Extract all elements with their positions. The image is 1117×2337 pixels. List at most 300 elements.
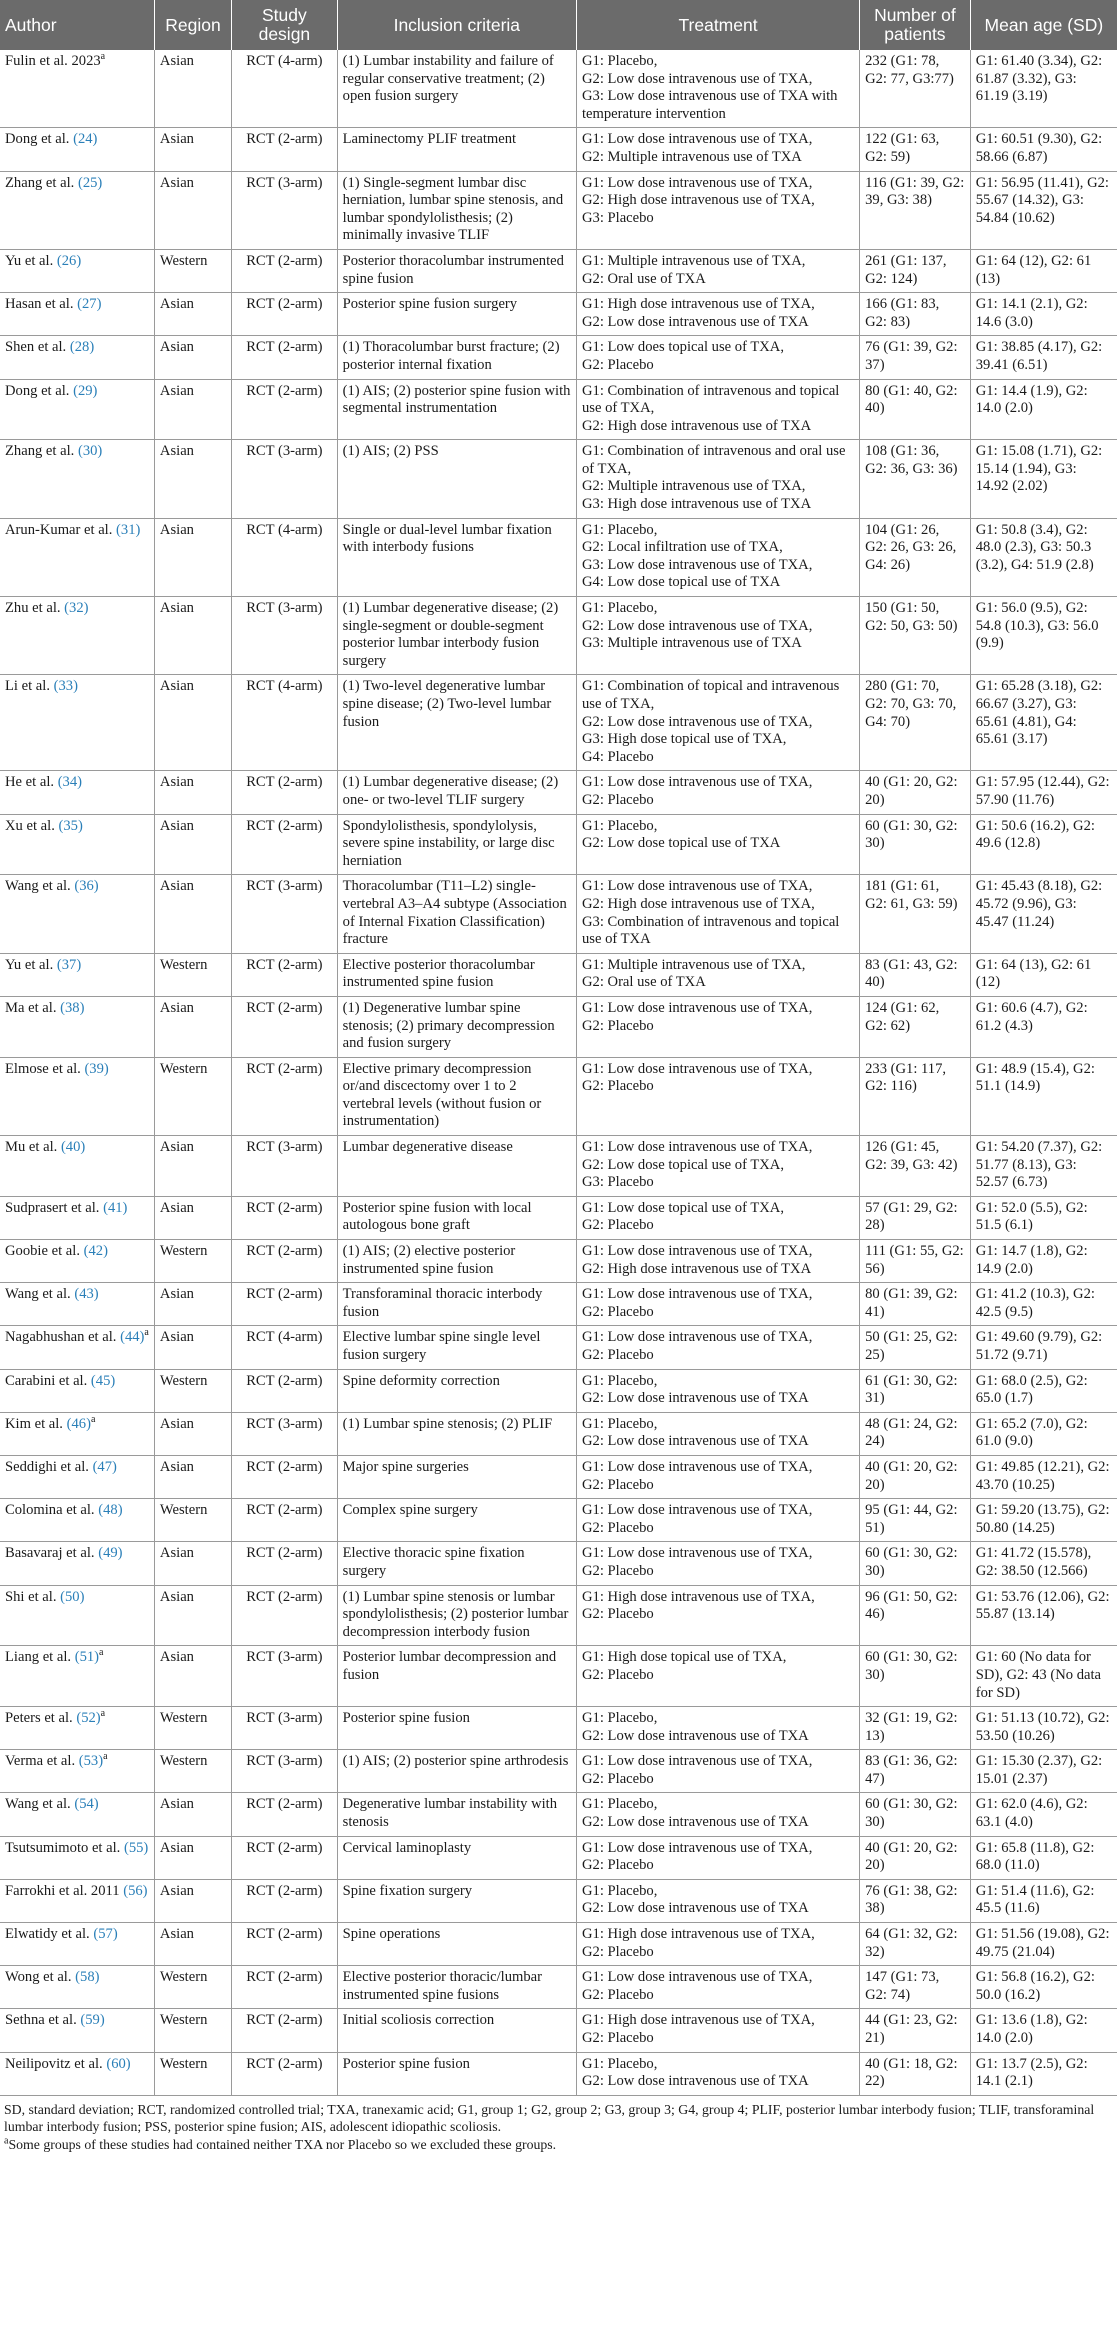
region-cell: Asian — [154, 1196, 231, 1239]
treatment-group: G1: Low dose intravenous use of TXA, — [581, 1502, 813, 1519]
study-design-cell: RCT (4-arm) — [232, 518, 338, 596]
inclusion-criteria-cell: Posterior lumbar decompression and fusion — [337, 1646, 576, 1707]
region-cell: Asian — [154, 1585, 231, 1646]
patients-cell: 104 (G1: 26, G2: 26, G3: 26, G4: 26) — [860, 518, 971, 596]
inclusion-criteria-cell: Posterior spine fusion — [337, 1707, 576, 1750]
study-design-cell: RCT (2-arm) — [232, 2009, 338, 2052]
author-name: Colomina et al. — [5, 1502, 99, 1519]
footnote-marker: a — [100, 51, 106, 63]
mean-age-cell: G1: 56.95 (11.41), G2: 55.67 (14.32), G3: 54.84 (10.62) — [970, 171, 1117, 249]
treatment-cell — [576, 293, 859, 336]
treatment-cell — [576, 379, 859, 440]
treatment-group: G2: Low dose intravenous use of TXA, — [581, 70, 813, 87]
author-cell — [0, 249, 154, 292]
treatment-cell — [576, 1750, 859, 1793]
treatment-group: G3: Combination of intravenous and topical use of TXA — [581, 913, 840, 948]
study-design-cell: RCT (2-arm) — [232, 1196, 338, 1239]
table-row — [0, 1369, 1117, 1412]
reference-link[interactable]: (43) — [74, 1286, 99, 1303]
table-row — [0, 996, 1117, 1057]
reference-link[interactable]: (42) — [83, 1243, 108, 1260]
patients-cell: 111 (G1: 55, G2: 56) — [860, 1240, 971, 1283]
author-name: Shen et al. — [5, 339, 70, 356]
mean-age-cell: G1: 56.0 (9.5), G2: 54.8 (10.3), G3: 56.0 (9.9) — [970, 597, 1117, 675]
reference-link[interactable]: (31) — [116, 521, 141, 538]
treatment-cell — [576, 1326, 859, 1369]
table-row — [0, 249, 1117, 292]
treatment-group: G2: Placebo — [581, 356, 654, 373]
treatment-group: G1: Combination of intravenous and topical use of TXA, — [581, 382, 840, 417]
treatment-group: G2: High dose intravenous use of TXA, — [581, 895, 815, 912]
table-row — [0, 518, 1117, 596]
author-cell — [0, 1750, 154, 1793]
region-cell: Asian — [154, 50, 231, 128]
reference-link[interactable]: (59) — [80, 2012, 105, 2029]
treatment-group: G4: Placebo — [581, 748, 654, 765]
author-name: He et al. — [5, 774, 58, 791]
treatment-group: G1: Low dose topical use of TXA, — [581, 1199, 784, 1216]
author-name: Dong et al. — [5, 131, 74, 148]
region-cell: Asian — [154, 1283, 231, 1326]
reference-link[interactable]: (28) — [69, 339, 95, 356]
region-cell: Asian — [154, 518, 231, 596]
author-name: Sudprasert et al. — [5, 1199, 104, 1216]
reference-link[interactable]: (30) — [77, 443, 103, 460]
treatment-cell — [576, 996, 859, 1057]
table-row — [0, 1455, 1117, 1498]
mean-age-cell: G1: 57.95 (12.44), G2: 57.90 (11.76) — [970, 771, 1117, 814]
mean-age-cell: G1: 56.8 (16.2), G2: 50.0 (16.2) — [970, 1966, 1117, 2009]
author-cell — [0, 1836, 154, 1879]
table-row — [0, 293, 1117, 336]
author-name: Wang et al. — [5, 1796, 75, 1813]
reference-link[interactable]: (29) — [73, 382, 98, 399]
table-row — [0, 1836, 1117, 1879]
study-design-cell: RCT (2-arm) — [232, 1879, 338, 1922]
inclusion-criteria-cell: (1) AIS; (2) posterior spine fusion with segmental instrumentation — [337, 379, 576, 440]
patients-cell: 40 (G1: 20, G2: 20) — [860, 1455, 971, 1498]
author-cell — [0, 1196, 154, 1239]
author-cell — [0, 771, 154, 814]
exclusion-note — [4, 2136, 1113, 2154]
mean-age-cell: G1: 49.60 (9.79), G2: 51.72 (9.71) — [970, 1326, 1117, 1369]
reference-link[interactable]: (49) — [98, 1545, 123, 1562]
author-name: Wong et al. — [5, 1969, 76, 1986]
author-name: Zhang et al. — [5, 174, 78, 191]
author-name: Zhang et al. — [5, 443, 78, 460]
reference-link[interactable]: (41) — [103, 1199, 128, 1216]
treatment-group: G1: Low dose intravenous use of TXA, — [581, 1458, 813, 1475]
treatment-group: G2: Low dose intravenous use of TXA — [581, 1433, 809, 1450]
mean-age-cell: G1: 60 (No data for SD), G2: 43 (No data for SD) — [970, 1646, 1117, 1707]
region-cell: Asian — [154, 1836, 231, 1879]
table-row — [0, 1585, 1117, 1646]
inclusion-criteria-cell: Elective lumbar spine single level fusion surgery — [337, 1326, 576, 1369]
footnote-marker: a — [90, 1413, 96, 1425]
treatment-group: G2: Low dose intravenous use of TXA — [581, 2073, 809, 2090]
reference-link[interactable]: (54) — [74, 1796, 99, 1813]
treatment-cell — [576, 771, 859, 814]
reference-link[interactable]: (33) — [53, 678, 78, 695]
reference-link[interactable]: (52) — [76, 1710, 101, 1727]
reference-link[interactable]: (53) — [78, 1753, 104, 1770]
mean-age-cell: G1: 15.30 (2.37), G2: 15.01 (2.37) — [970, 1750, 1117, 1793]
reference-link[interactable]: (37) — [56, 956, 82, 973]
patients-cell: 280 (G1: 70, G2: 70, G3: 70, G4: 70) — [860, 675, 971, 771]
patients-cell: 83 (G1: 36, G2: 47) — [860, 1750, 971, 1793]
mean-age-cell: G1: 41.72 (15.578), G2: 38.50 (12.566) — [970, 1542, 1117, 1585]
author-name: Nagabhushan et al. — [5, 1329, 121, 1346]
author-name: Liang et al. — [5, 1649, 75, 1666]
treatment-group: G1: Combination of intravenous and oral use of TXA, — [581, 443, 846, 477]
treatment-group: G1: High dose intravenous use of TXA, — [581, 296, 815, 313]
author-name: Li et al. — [5, 678, 54, 695]
inclusion-criteria-cell: Spine operations — [337, 1923, 576, 1966]
author-cell — [0, 2052, 154, 2095]
study-design-cell: RCT (2-arm) — [232, 1585, 338, 1646]
author-name: Fulin et al. 2023 — [5, 53, 101, 69]
patients-cell: 60 (G1: 30, G2: 30) — [860, 1646, 971, 1707]
author-name: Yu et al. — [5, 956, 57, 973]
inclusion-criteria-cell: Elective posterior thoracic/lumbar instrumented spine fusions — [337, 1966, 576, 2009]
treatment-cell — [576, 953, 859, 996]
reference-link[interactable]: (45) — [90, 1372, 116, 1389]
author-name: Dong et al. — [5, 382, 74, 399]
author-cell — [0, 1646, 154, 1707]
study-design-cell: RCT (2-arm) — [232, 249, 338, 292]
table-row — [0, 440, 1117, 518]
treatment-group: G2: Placebo — [581, 1217, 654, 1234]
reference-link[interactable]: (40) — [60, 1139, 86, 1156]
mean-age-cell: G1: 60.51 (9.30), G2: 58.66 (6.87) — [970, 128, 1117, 171]
patients-cell: 233 (G1: 117, G2: 116) — [860, 1057, 971, 1135]
inclusion-criteria-cell: (1) Two-level degenerative lumbar spine disease; (2) Two-level lumbar fusion — [337, 675, 576, 771]
study-design-cell: RCT (3-arm) — [232, 440, 338, 518]
treatment-group: G2: Low dose intravenous use of TXA — [581, 1727, 809, 1744]
region-cell: Asian — [154, 875, 231, 953]
patients-cell: 150 (G1: 50, G2: 50, G3: 50) — [860, 597, 971, 675]
inclusion-criteria-cell: (1) Single-segment lumbar disc herniation, lumbar spine stenosis, and lumbar spondylolisthesis; (2) minimally invasive TLIF — [337, 171, 576, 249]
patients-cell: 116 (G1: 39, G2: 39, G3: 38) — [860, 171, 971, 249]
reference-link[interactable]: (55) — [123, 1839, 149, 1856]
reference-link[interactable]: (48) — [98, 1502, 123, 1519]
patients-cell: 76 (G1: 38, G2: 38) — [860, 1879, 971, 1922]
inclusion-criteria-cell: Elective primary decompression or/and discectomy over 1 to 2 vertebral levels (without fusion or instrumentation) — [337, 1057, 576, 1135]
mean-age-cell: G1: 51.4 (11.6), G2: 45.5 (11.6) — [970, 1879, 1117, 1922]
treatment-group: G3: Placebo — [581, 1174, 654, 1191]
treatment-cell — [576, 875, 859, 953]
study-design-cell: RCT (2-arm) — [232, 2052, 338, 2095]
patients-cell: 40 (G1: 20, G2: 20) — [860, 1836, 971, 1879]
author-name: Arun-Kumar et al. — [5, 521, 117, 538]
author-cell — [0, 171, 154, 249]
patients-cell: 83 (G1: 43, G2: 40) — [860, 953, 971, 996]
inclusion-criteria-cell: Posterior thoracolumbar instrumented spine fusion — [337, 249, 576, 292]
treatment-group: G2: Multiple intravenous use of TXA, — [581, 478, 806, 495]
author-cell — [0, 1283, 154, 1326]
region-cell: Western — [154, 249, 231, 292]
author-name: Farrokhi et al. 2011 — [5, 1882, 124, 1899]
mean-age-cell: G1: 68.0 (2.5), G2: 65.0 (1.7) — [970, 1369, 1117, 1412]
mean-age-cell: G1: 38.85 (4.17), G2: 39.41 (6.51) — [970, 336, 1117, 379]
author-name: Zhu et al. — [5, 600, 65, 617]
study-design-cell: RCT (2-arm) — [232, 293, 338, 336]
study-design-cell: RCT (2-arm) — [232, 1836, 338, 1879]
header-inclusion-criteria: Inclusion criteria — [337, 0, 576, 50]
author-cell — [0, 1499, 154, 1542]
mean-age-cell: G1: 62.0 (4.6), G2: 63.1 (4.0) — [970, 1793, 1117, 1836]
treatment-cell — [576, 1240, 859, 1283]
treatment-group: G2: Low dose intravenous use of TXA — [581, 1900, 809, 1917]
author-cell — [0, 2009, 154, 2052]
inclusion-criteria-cell: (1) Lumbar instability and failure of regular conservative treatment; (2) open fusion surgery — [337, 50, 576, 128]
author-cell — [0, 1542, 154, 1585]
mean-age-cell: G1: 51.56 (19.08), G2: 49.75 (21.04) — [970, 1923, 1117, 1966]
treatment-group: G1: Multiple intravenous use of TXA, — [581, 252, 806, 269]
mean-age-cell: G1: 59.20 (13.75), G2: 50.80 (14.25) — [970, 1499, 1117, 1542]
treatment-cell — [576, 1542, 859, 1585]
reference-link[interactable]: (51) — [74, 1649, 100, 1666]
author-cell — [0, 440, 154, 518]
study-design-cell: RCT (2-arm) — [232, 1369, 338, 1412]
study-design-cell: RCT (2-arm) — [232, 1455, 338, 1498]
treatment-cell — [576, 249, 859, 292]
treatment-cell — [576, 1283, 859, 1326]
patients-cell: 64 (G1: 32, G2: 32) — [860, 1923, 971, 1966]
reference-link[interactable]: (47) — [92, 1458, 117, 1475]
patients-cell: 60 (G1: 30, G2: 30) — [860, 1542, 971, 1585]
treatment-cell — [576, 1793, 859, 1836]
author-name: Tsutsumimoto et al. — [5, 1839, 124, 1856]
treatment-group: G1: Multiple intravenous use of TXA, — [581, 956, 806, 973]
treatment-group: G2: Placebo — [581, 2030, 654, 2046]
study-design-cell: RCT (4-arm) — [232, 675, 338, 771]
study-design-cell: RCT (3-arm) — [232, 1707, 338, 1750]
reference-link[interactable]: (56) — [123, 1882, 148, 1899]
study-design-cell: RCT (4-arm) — [232, 50, 338, 128]
study-design-cell: RCT (2-arm) — [232, 1542, 338, 1585]
study-design-cell: RCT (2-arm) — [232, 771, 338, 814]
reference-link[interactable]: (35) — [58, 817, 83, 834]
header-number-of-patients: Number of patients — [860, 0, 971, 50]
treatment-group: G1: Placebo, — [581, 1882, 658, 1899]
treatment-group: G2: High dose intravenous use of TXA — [581, 1260, 812, 1277]
treatment-group: G1: Placebo, — [581, 817, 658, 834]
region-cell: Western — [154, 1750, 231, 1793]
table-row — [0, 1136, 1117, 1197]
region-cell: Western — [154, 1240, 231, 1283]
patients-cell: 48 (G1: 24, G2: 24) — [860, 1412, 971, 1455]
author-name: Shi et al. — [5, 1588, 61, 1605]
study-design-cell: RCT (3-arm) — [232, 1412, 338, 1455]
region-cell: Western — [154, 1369, 231, 1412]
table-row — [0, 1923, 1117, 1966]
author-cell — [0, 128, 154, 171]
reference-link[interactable]: (26) — [56, 252, 82, 269]
table-row — [0, 875, 1117, 953]
treatment-cell — [576, 1836, 859, 1879]
reference-link[interactable]: (36) — [74, 878, 99, 895]
patients-cell: 76 (G1: 39, G2: 37) — [860, 336, 971, 379]
author-cell — [0, 875, 154, 953]
treatment-cell — [576, 128, 859, 171]
treatment-group: G2: Low dose intravenous use of TXA, — [581, 713, 813, 730]
reference-link[interactable]: (60) — [106, 2055, 131, 2072]
reference-link[interactable]: (57) — [93, 1926, 118, 1943]
table-row — [0, 675, 1117, 771]
study-design-cell: RCT (3-arm) — [232, 1646, 338, 1707]
region-cell: Asian — [154, 128, 231, 171]
treatment-cell — [576, 814, 859, 875]
treatment-group: G1: High dose intravenous use of TXA, — [581, 1588, 815, 1605]
treatment-group: G2: Local infiltration use of TXA, — [581, 539, 783, 556]
region-cell: Asian — [154, 771, 231, 814]
region-cell: Western — [154, 2009, 231, 2052]
reference-link[interactable]: (34) — [57, 774, 83, 791]
region-cell: Western — [154, 2052, 231, 2095]
treatment-group: G2: High dose intravenous use of TXA, — [581, 192, 815, 209]
treatment-group: G1: Low dose intravenous use of TXA, — [581, 131, 813, 148]
table-row — [0, 1196, 1117, 1239]
inclusion-criteria-cell: Posterior spine fusion surgery — [337, 293, 576, 336]
region-cell: Western — [154, 1966, 231, 2009]
reference-link[interactable]: (46) — [66, 1415, 91, 1432]
abbreviations-note: SD, standard deviation; RCT, randomized controlled trial; TXA, tranexamic acid; G1, group 1; G2, group 2; G3, group 3; G4, group 4; PLIF, posterior lumbar interbody fusion; TLIF, transforaminal lumbar interbody fusion; PSS, posterior spine fusion; AIS, adolescent idiopathic scoliosis. — [4, 2101, 1095, 2135]
table-row — [0, 128, 1117, 171]
treatment-group: G1: Low dose intravenous use of TXA, — [581, 1286, 813, 1303]
treatment-group: G2: Oral use of TXA — [581, 270, 706, 287]
patients-cell: 80 (G1: 39, G2: 41) — [860, 1283, 971, 1326]
table-header-row — [0, 0, 1117, 50]
reference-link[interactable]: (38) — [60, 999, 85, 1016]
study-design-cell: RCT (2-arm) — [232, 128, 338, 171]
patients-cell: 50 (G1: 25, G2: 25) — [860, 1326, 971, 1369]
treatment-cell — [576, 1455, 859, 1498]
footnote-marker: a — [99, 1647, 104, 1659]
table-row — [0, 171, 1117, 249]
reference-link[interactable]: (32) — [64, 600, 89, 617]
inclusion-criteria-cell: Spine fixation surgery — [337, 1879, 576, 1922]
treatment-group: G1: Low dose intravenous use of TXA, — [581, 999, 813, 1016]
mean-age-cell: G1: 14.4 (1.9), G2: 14.0 (2.0) — [970, 379, 1117, 440]
treatment-group: G2: High dose intravenous use of TXA — [581, 417, 812, 434]
author-cell — [0, 1793, 154, 1836]
region-cell: Asian — [154, 1455, 231, 1498]
inclusion-criteria-cell: (1) Thoracolumbar burst fracture; (2) posterior internal fixation — [337, 336, 576, 379]
region-cell: Western — [154, 1499, 231, 1542]
author-cell — [0, 1412, 154, 1455]
author-cell — [0, 50, 154, 128]
treatment-cell — [576, 2009, 859, 2052]
study-design-cell: RCT (2-arm) — [232, 336, 338, 379]
author-cell — [0, 675, 154, 771]
mean-age-cell: G1: 64 (12), G2: 61 (13) — [970, 249, 1117, 292]
treatment-group: G3: Low dose intravenous use of TXA with temperature intervention — [581, 88, 838, 122]
author-name: Seddighi et al. — [5, 1458, 93, 1475]
reference-link[interactable]: (58) — [75, 1969, 100, 1986]
patients-cell: 95 (G1: 44, G2: 51) — [860, 1499, 971, 1542]
author-cell — [0, 1707, 154, 1750]
region-cell: Asian — [154, 293, 231, 336]
treatment-group: G1: Low dose intravenous use of TXA, — [581, 174, 813, 191]
mean-age-cell: G1: 54.20 (7.37), G2: 51.77 (8.13), G3: 52.57 (6.73) — [970, 1136, 1117, 1197]
study-design-cell: RCT (2-arm) — [232, 1923, 338, 1966]
region-cell: Western — [154, 953, 231, 996]
treatment-group: G2: Placebo — [581, 1519, 654, 1536]
treatment-group: G3: Low dose intravenous use of TXA, — [581, 556, 813, 573]
treatment-group: G2: Placebo — [581, 1476, 654, 1493]
treatment-group: G3: Placebo — [581, 209, 654, 226]
reference-link[interactable]: (50) — [60, 1588, 85, 1605]
treatment-cell — [576, 518, 859, 596]
reference-link[interactable]: (44) — [120, 1329, 145, 1346]
patients-cell: 124 (G1: 62, G2: 62) — [860, 996, 971, 1057]
author-name: Yu et al. — [5, 252, 57, 269]
inclusion-criteria-cell: Transforaminal thoracic interbody fusion — [337, 1283, 576, 1326]
inclusion-criteria-cell: Spondylolisthesis, spondylolysis, severe spine instability, or large disc herniation — [337, 814, 576, 875]
author-name: Verma et al. — [5, 1753, 79, 1770]
study-design-cell: RCT (2-arm) — [232, 996, 338, 1057]
treatment-cell — [576, 171, 859, 249]
treatment-cell — [576, 1585, 859, 1646]
treatment-group: G1: High dose topical use of TXA, — [581, 1649, 787, 1666]
reference-link[interactable]: (39) — [84, 1060, 109, 1077]
treatment-cell — [576, 336, 859, 379]
treatment-group: G3: High dose topical use of TXA, — [581, 731, 787, 748]
header-study-design: Study design — [232, 0, 338, 50]
table-row — [0, 1240, 1117, 1283]
region-cell: Asian — [154, 1879, 231, 1922]
treatment-cell — [576, 1499, 859, 1542]
treatment-group: G2: Placebo — [581, 1666, 654, 1683]
treatment-group: G1: Low dose intravenous use of TXA, — [581, 1969, 813, 1986]
region-cell: Asian — [154, 379, 231, 440]
treatment-group: G2: Low dose intravenous use of TXA — [581, 313, 809, 330]
region-cell: Asian — [154, 440, 231, 518]
mean-age-cell: G1: 41.2 (10.3), G2: 42.5 (9.5) — [970, 1283, 1117, 1326]
treatment-cell — [576, 1646, 859, 1707]
author-cell — [0, 1136, 154, 1197]
treatment-group: G2: Oral use of TXA — [581, 974, 706, 991]
region-cell: Asian — [154, 171, 231, 249]
inclusion-criteria-cell: Laminectomy PLIF treatment — [337, 128, 576, 171]
mean-age-cell: G1: 14.1 (2.1), G2: 14.6 (3.0) — [970, 293, 1117, 336]
author-cell — [0, 1240, 154, 1283]
treatment-group: G3: High dose intravenous use of TXA — [581, 496, 812, 513]
inclusion-criteria-cell: Elective thoracic spine fixation surgery — [337, 1542, 576, 1585]
author-name: Goobie et al. — [5, 1243, 84, 1260]
treatment-group: G2: Placebo — [581, 1347, 654, 1363]
inclusion-criteria-cell: (1) AIS; (2) elective posterior instrumented spine fusion — [337, 1240, 576, 1283]
table-row — [0, 2009, 1117, 2052]
author-cell — [0, 1879, 154, 1922]
treatment-group: G1: Low dose intravenous use of TXA, — [581, 1329, 813, 1346]
mean-age-cell: G1: 60.6 (4.7), G2: 61.2 (4.3) — [970, 996, 1117, 1057]
reference-link[interactable]: (27) — [77, 296, 102, 313]
study-design-cell: RCT (2-arm) — [232, 1966, 338, 2009]
patients-cell: 32 (G1: 19, G2: 13) — [860, 1707, 971, 1750]
treatment-group: G2: Placebo — [581, 1986, 654, 2003]
reference-link[interactable]: (25) — [77, 174, 103, 191]
treatment-group: G2: Placebo — [581, 1078, 654, 1095]
reference-link[interactable]: (24) — [73, 131, 98, 148]
mean-age-cell: G1: 65.8 (11.8), G2: 68.0 (11.0) — [970, 1836, 1117, 1879]
mean-age-cell: G1: 14.7 (1.8), G2: 14.9 (2.0) — [970, 1240, 1117, 1283]
inclusion-criteria-cell: (1) Degenerative lumbar spine stenosis; (2) primary decompression and fusion surgery — [337, 996, 576, 1057]
study-design-cell: RCT (2-arm) — [232, 1793, 338, 1836]
author-name: Sethna et al. — [5, 2012, 81, 2029]
study-design-cell: RCT (2-arm) — [232, 953, 338, 996]
